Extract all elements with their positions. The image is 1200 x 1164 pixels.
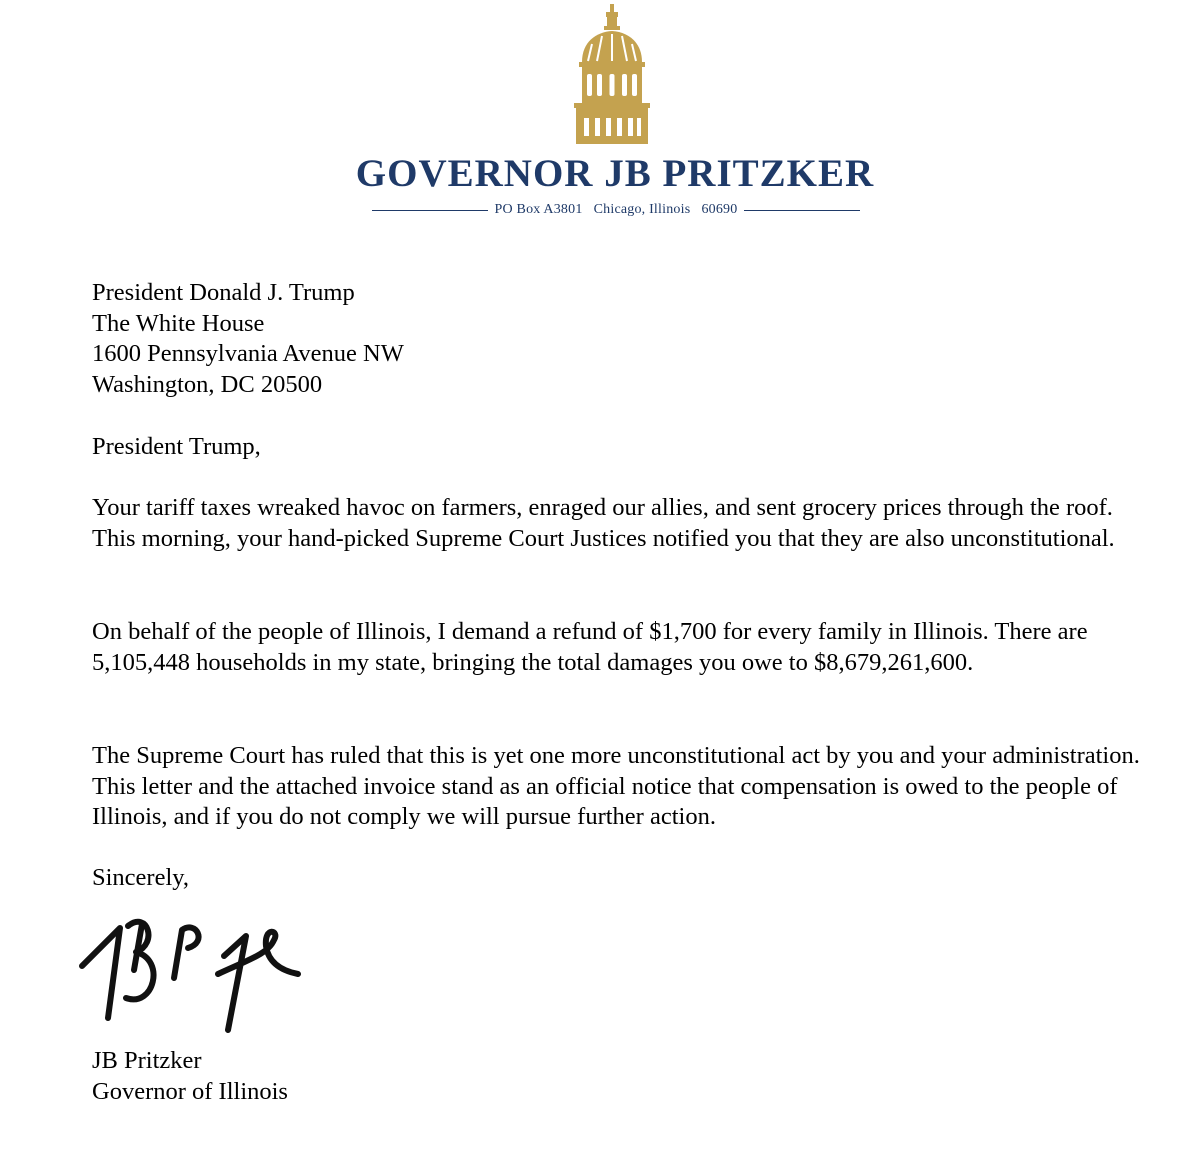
capitol-dome-icon	[562, 4, 662, 144]
letterhead-address: PO Box A3801 Chicago, Illinois 60690	[494, 202, 738, 217]
rule-line-right	[744, 210, 860, 211]
paragraph-text: The Supreme Court has ruled that this is yet one more unconstitutional act by you and your administration. This letter and the attached invoice stand as an official notice that compensation is owed to the people of Illinois, and if you do not comply we will pursue further action.	[92, 742, 1140, 830]
recipient-name: President Donald J. Trump	[92, 279, 355, 306]
paragraph-official-notice	[92, 741, 1152, 833]
letterhead-address-row	[372, 200, 860, 220]
rule-line-left	[372, 210, 488, 211]
recipient-street: 1600 Pennsylvania Avenue NW	[92, 340, 404, 367]
paragraph-tariff-havoc	[92, 493, 1152, 554]
letterhead	[0, 0, 1200, 230]
handwritten-signature	[78, 900, 308, 1045]
paragraph-refund-demand	[92, 617, 1152, 678]
signer-block	[92, 1046, 1152, 1107]
signer-name: JB Pritzker	[92, 1047, 202, 1074]
salutation: President Trump,	[92, 433, 261, 460]
recipient-organization: The White House	[92, 309, 265, 337]
letterhead-name: GOVERNOR JB PRITZKER	[355, 152, 875, 195]
recipient-address-block	[92, 278, 1152, 400]
recipient-city: Washington, DC 20500	[92, 370, 323, 398]
paragraph-text: Your tariff taxes wreaked havoc on farmers, enraged our allies, and sent grocery prices through the roof. This morning, your hand-picked Supreme Court Justices notified you that they are also unconstitutional.	[92, 494, 1115, 552]
signer-title: Governor of Illinois	[92, 1077, 288, 1105]
closing: Sincerely,	[92, 864, 190, 891]
paragraph-text: On behalf of the people of Illinois, I demand a refund of $1,700 for every family in Illinois. There are 5,105,448 households in my state, bringing the total damages you owe to $8,679,261,600.	[92, 618, 1088, 676]
